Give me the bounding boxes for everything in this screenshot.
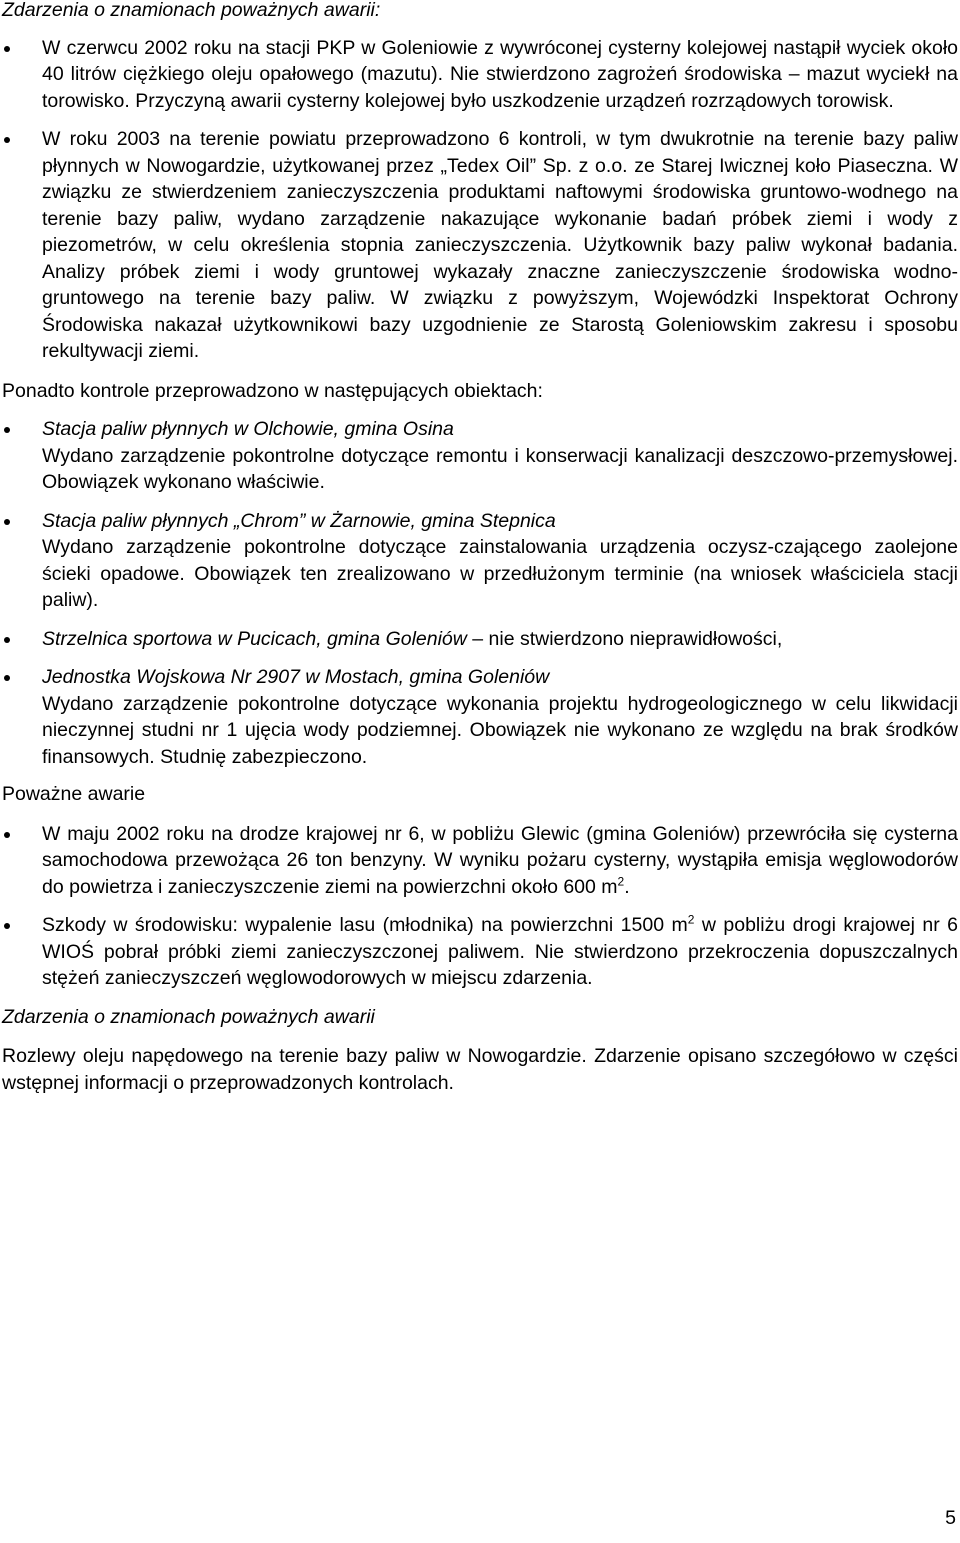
list-item <box>0 626 958 653</box>
list-item <box>0 912 958 992</box>
object-title: Stacja paliw płynnych „Chrom” w Żarnowie, gmina Stepnica <box>42 509 556 532</box>
list-item <box>0 126 958 365</box>
object-body: Wydano zarządzenie pokontrolne dotyczące wykonania projektu hydrogeologicznego w celu likwidacji nieczynnej studni nr 1 ujęcia wody podziemnej. Obowiązek nie wykonano ze względu na brak środków finansowych. Studnię zabezpieczono. <box>42 692 958 768</box>
bullet-icon <box>4 137 10 143</box>
superscript: 2 <box>617 874 625 888</box>
object-title: Stacja paliw płynnych w Olchowie, gmina Osina <box>42 418 454 440</box>
list-item <box>0 416 958 496</box>
incident-list <box>0 35 958 365</box>
controls-list <box>0 416 958 770</box>
major-failures-list <box>0 821 958 992</box>
failure-text-end: . <box>624 875 630 898</box>
superscript: 2 <box>687 912 695 927</box>
section-heading-incidents: Zdarzenia o znamionach poważnych awarii: <box>2 0 381 21</box>
controls-intro: Ponadto kontrole przeprowadzono w następujących obiektach: <box>2 379 543 402</box>
bullet-icon <box>4 637 10 643</box>
page-number: 5 <box>945 1507 956 1529</box>
failure-text: Szkody w środowisku: wypalenie lasu (młodnika) na powierzchni 1500 m <box>42 914 688 936</box>
incident-text: W czerwcu 2002 roku na stacji PKP w Goleniowie z wywróconej cysterny kolejowej nastąpił wyciek około 40 litrów ciężkiego oleju opałowego (mazutu). Nie stwierdzono zagrożeń środowiska – mazut wyciekł na torowisko. Przyczyną awarii cysterny kolejowej było uszkodzenie urządzeń rozrządowych torowisk. <box>42 36 958 112</box>
bullet-icon <box>4 923 10 929</box>
object-body: Wydano zarządzenie pokontrolne dotyczące remontu i konserwacji kanalizacji deszczowo-przemysłowej. Obowiązek wykonano właściwie. <box>42 444 958 493</box>
list-item <box>0 821 958 901</box>
object-title: Jednostka Wojskowa Nr 2907 w Mostach, gmina Goleniów <box>42 666 550 688</box>
list-item <box>0 35 958 115</box>
bullet-icon <box>4 519 10 525</box>
bullet-icon <box>4 832 10 838</box>
list-item <box>0 664 958 770</box>
bullet-icon <box>4 46 10 52</box>
bullet-icon <box>4 427 10 433</box>
object-title: Strzelnica sportowa w Pucicach, gmina Goleniów <box>42 627 467 650</box>
section-text: Rozlewy oleju napędowego na terenie bazy paliw w Nowogardzie. Zdarzenie opisano szczegółowo w części wstępnej informacji o przeprowadzonych kontrolach. <box>2 1045 958 1094</box>
object-body: Wydano zarządzenie pokontrolne dotyczące zainstalowania urządzenia oczysz-czającego zaolejone ścieki opadowe. Obowiązek ten zrealizowano w przedłużonym terminie (na wniosek właściciela stacji paliw). <box>42 536 958 611</box>
bullet-icon <box>4 675 10 681</box>
section-heading-major-failures: Poważne awarie <box>2 783 146 805</box>
list-item <box>0 508 958 614</box>
incident-text: W roku 2003 na terenie powiatu przeprowadzono 6 kontroli, w tym dwukrotnie na terenie bazy paliw płynnych w Nowogardzie, użytkowanej przez „Tedex Oil” Sp. z o.o. ze Starej Iwicznej koło Piaseczna. W związku ze stwierdzeniem zanieczyszczenia produktami naftowymi środowiska gruntowo-wodnego na terenie bazy paliw, wydano zarządzenie nakazujące wykonanie badań próbek ziemi i wody z piezometrów, w celu określenia stopnia zanieczyszczenia. Użytkownik bazy paliw wykonał badania. Analizy próbek ziemi i wody gruntowej wykazały znaczne zanieczyszczenie środowiska wodno-gruntowego na terenie bazy paliw. W związku z powyższym, Wojewódzki Inspektorat Ochrony Środowiska nakazał użytkownikowi bazy uzgodnienie ze Starostą Goleniowskim zakresu i sposobu rekultywacji ziemi. <box>42 128 958 362</box>
failure-text: W maju 2002 roku na drodze krajowej nr 6, w pobliżu Glewic (gmina Goleniów) przewróciła się cysterna samochodowa przewożąca 26 ton benzyny. W wyniku pożaru cysterny, wystąpiła emisja węglowodorów do powietrza i zanieczyszczenie ziemi na powierzchni około 600 m <box>42 822 958 898</box>
failure-text-cont: w pobliżu drogi krajowej nr 6 WIOŚ pobrał próbki ziemi zanieczyszczonej paliwem. Nie stwierdzono przekroczenia dopuszczalnych stężeń zanieczyszczeń węglowodorowych w miejscu zdarzenia. <box>42 914 958 989</box>
object-note: – nie stwierdzono nieprawidłowości, <box>466 627 783 650</box>
section-heading-incidents-2: Zdarzenia o znamionach poważnych awarii <box>2 1005 375 1028</box>
